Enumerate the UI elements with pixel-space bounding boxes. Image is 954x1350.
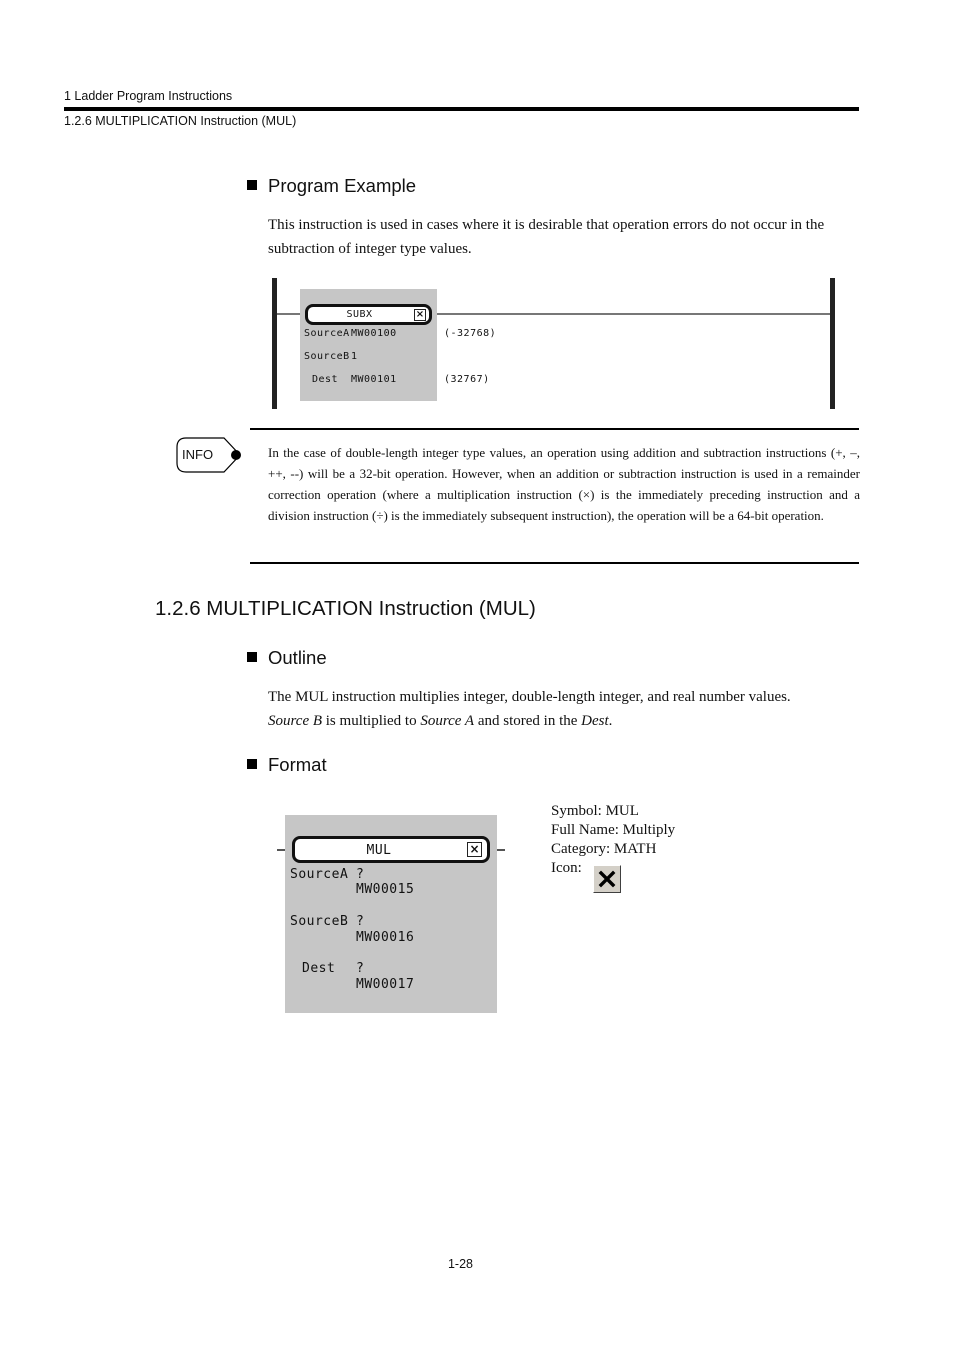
subx-dest-comment: (32767)	[444, 374, 490, 385]
mul-block-title: MUL	[366, 843, 392, 858]
subx-block	[300, 289, 437, 401]
subx-sourceb-label: SourceB	[304, 351, 350, 362]
format-full-name: Full Name: Multiply	[551, 822, 676, 838]
outline-text	[268, 685, 860, 733]
info-top-rule	[250, 428, 859, 430]
format-symbol: Symbol: MUL	[551, 803, 639, 819]
block-x-icon: ×	[415, 309, 425, 320]
subx-block-title: SUBX	[346, 309, 373, 320]
mul-format-block	[277, 815, 507, 1015]
square-bullet-icon	[247, 759, 257, 769]
mul-sourceb-address: MW00016	[356, 930, 415, 945]
multiply-x-glyph-icon	[598, 870, 616, 888]
square-bullet-icon	[247, 652, 257, 662]
right-power-rail	[830, 278, 835, 409]
mul-sourcea-value: ?	[356, 867, 365, 882]
program-example-text: This instruction is used in cases where it is desirable that operation errors do not occur in the subtraction of integer type values.	[268, 217, 825, 257]
page-number: 1-28	[447, 1257, 474, 1271]
mul-dest-value: ?	[356, 961, 365, 976]
mul-block-title-bar	[292, 836, 490, 863]
format-heading: Format	[247, 754, 327, 776]
info-bottom-rule	[250, 562, 859, 564]
format-icon-label: Icon:	[551, 860, 582, 876]
subx-sourceb-value: 1	[351, 351, 358, 362]
square-bullet-icon	[247, 180, 257, 190]
mul-dest-label: Dest	[302, 961, 336, 976]
mul-sourceb-label: SourceB	[290, 914, 349, 929]
mul-sourceb-value: ?	[356, 914, 365, 929]
mul-dest-address: MW00017	[356, 977, 415, 992]
mul-sourcea-address: MW00015	[356, 882, 415, 897]
format-category: Category: MATH	[551, 841, 657, 857]
outline-line-2: Source B is multiplied to Source A and stored in the Dest.	[268, 713, 613, 729]
block-x-icon: ×	[467, 842, 482, 857]
outline-heading: Outline	[247, 647, 327, 669]
running-header-chapter: 1 Ladder Program Instructions	[64, 89, 233, 103]
mul-sourcea-label: SourceA	[290, 867, 349, 882]
outline-line-1: The MUL instruction multiplies integer, double-length integer, and real number values.	[268, 689, 791, 705]
running-header-section: 1.2.6 MULTIPLICATION Instruction (MUL)	[64, 114, 297, 128]
mul-block	[285, 815, 497, 1013]
left-power-rail	[272, 278, 277, 409]
subx-dest-value: MW00101	[351, 374, 397, 385]
info-badge-label: INFO	[182, 447, 214, 462]
header-rule	[64, 107, 859, 111]
subx-sourcea-value: MW00100	[351, 328, 397, 339]
subx-sourcea-label: SourceA	[304, 328, 350, 339]
section-title: 1.2.6 MULTIPLICATION Instruction (MUL)	[155, 597, 536, 620]
program-example-heading: Program Example	[247, 175, 416, 197]
subx-block-title-bar	[305, 304, 432, 325]
multiply-x-icon	[593, 865, 621, 893]
subx-dest-label: Dest	[312, 374, 339, 385]
ladder-diagram-subx	[270, 278, 840, 410]
info-badge	[176, 437, 242, 473]
info-text: In the case of double-length integer type values, an operation using addition and subtraction instructions (+, –, ++, --) will be a 32-bit operation. However, when an addition or subtraction instruction is used in a remainder correction operation (where a multiplication instruction (×) is the immediately preceding instruction and a division instruction (÷) is the immediately subsequent instruction), the operation will be a 64-bit operation.	[268, 445, 860, 523]
subx-sourcea-comment: (-32768)	[444, 328, 497, 339]
